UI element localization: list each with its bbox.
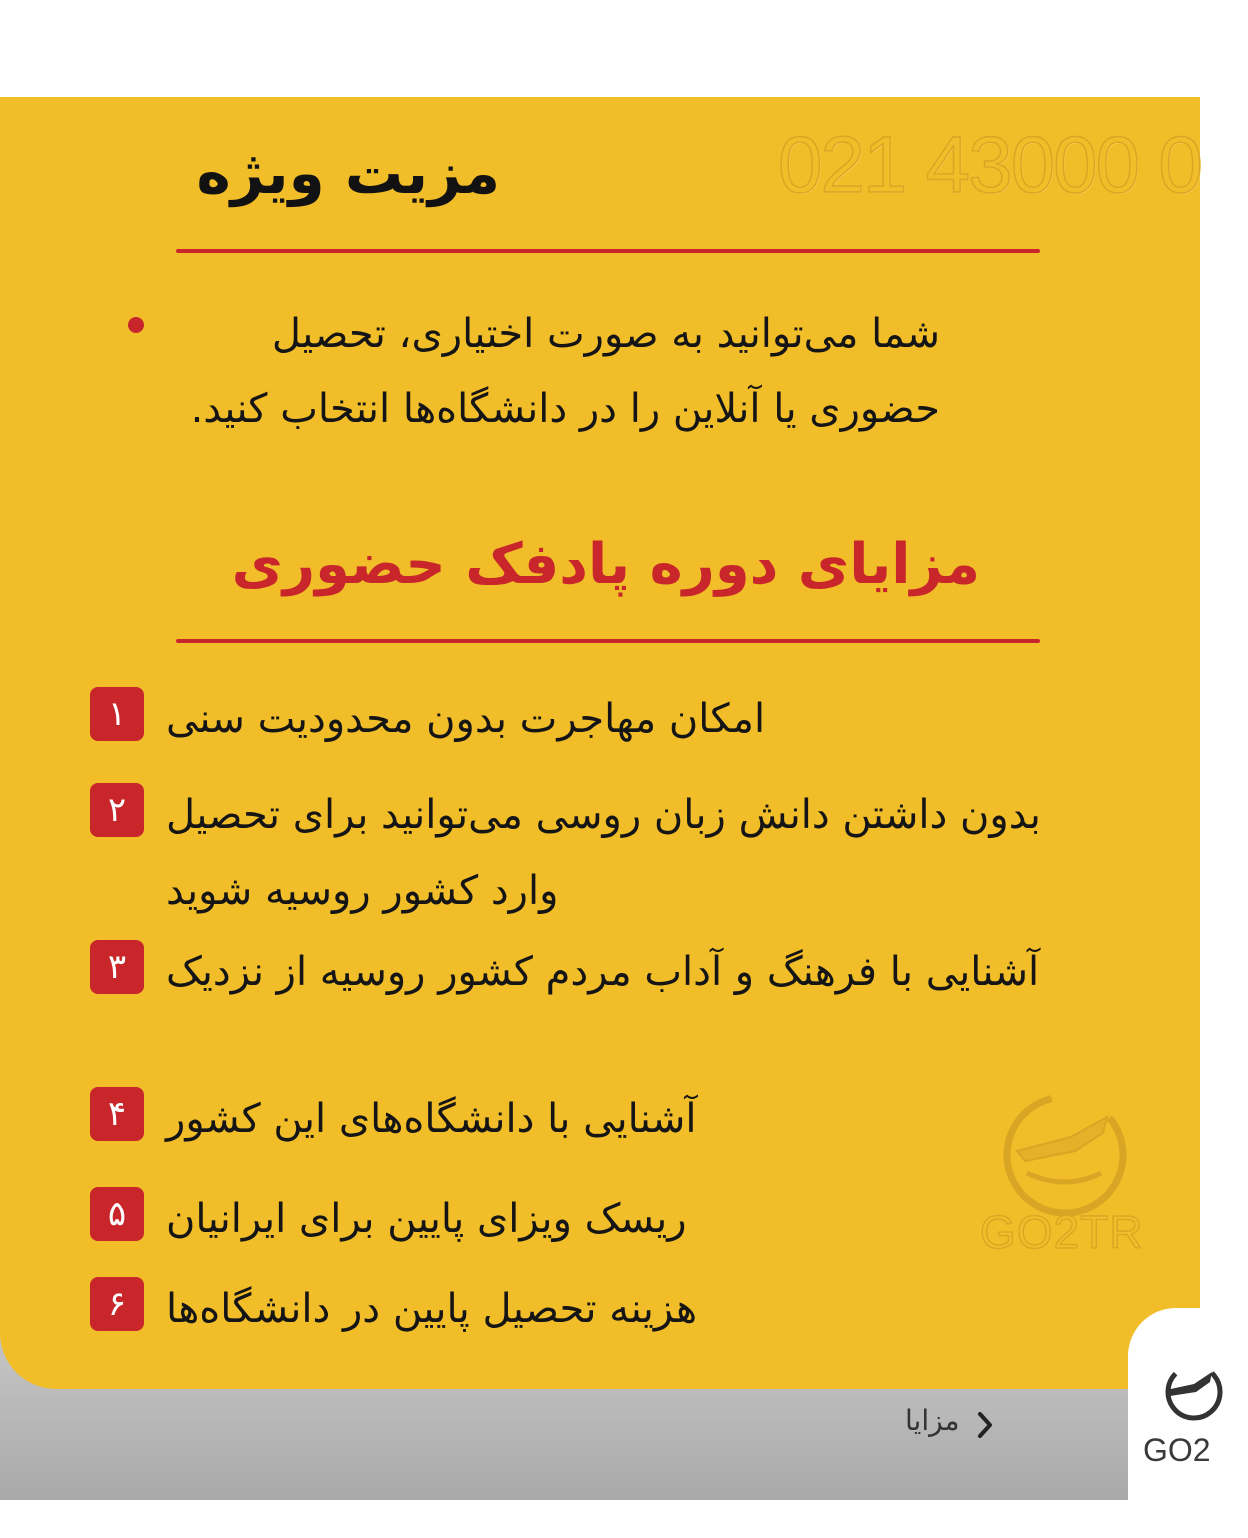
phone-watermark: 021 43000 0	[778, 120, 1201, 209]
list-item-text: امکان مهاجرت بدون محدودیت سنی	[166, 696, 766, 742]
subtitle-divider	[176, 639, 1040, 643]
nav-label-advantages[interactable]: مزایا	[905, 1404, 960, 1437]
list-item-text: آشنایی با فرهنگ و آداب مردم کشور روسیه از نزدیک	[166, 949, 1040, 995]
corner-logo-card	[1128, 1308, 1248, 1538]
intro-text: شما می‌توانید به صورت اختیاری، تحصیل حضوری یا آنلاین را در دانشگاه‌ها انتخاب کنید.	[190, 311, 940, 432]
section-subtitle: مزایای دوره پادفک حضوری	[231, 532, 980, 597]
chevron-right-icon[interactable]	[972, 1410, 998, 1440]
number-badge: ۳	[90, 940, 144, 994]
corner-logo-text: GO2	[1143, 1432, 1211, 1468]
brand-logo-text: GO2TR	[980, 1206, 1144, 1258]
bullet-dot-icon	[128, 317, 144, 333]
page-title: مزیت ویژه	[196, 139, 500, 207]
list-item-text: ریسک ویزای پایین برای ایرانیان	[166, 1196, 687, 1242]
number-badge: ۴	[90, 1087, 144, 1141]
list-item-text: بدون داشتن دانش زبان روسی می‌توانید برای تحصیل وارد کشور روسیه شوید	[166, 792, 1041, 914]
list-item-text: هزینه تحصیل پایین در دانشگاه‌ها	[166, 1286, 698, 1332]
brand-logo-icon	[1160, 1360, 1220, 1420]
number-badge: ۵	[90, 1187, 144, 1241]
title-divider	[176, 249, 1040, 253]
number-badge: ۱	[90, 687, 144, 741]
list-item-text: آشنایی با دانشگاه‌های این کشور	[166, 1096, 697, 1142]
content-card	[0, 97, 1200, 1389]
number-badge: ۶	[90, 1277, 144, 1331]
number-badge: ۲	[90, 783, 144, 837]
